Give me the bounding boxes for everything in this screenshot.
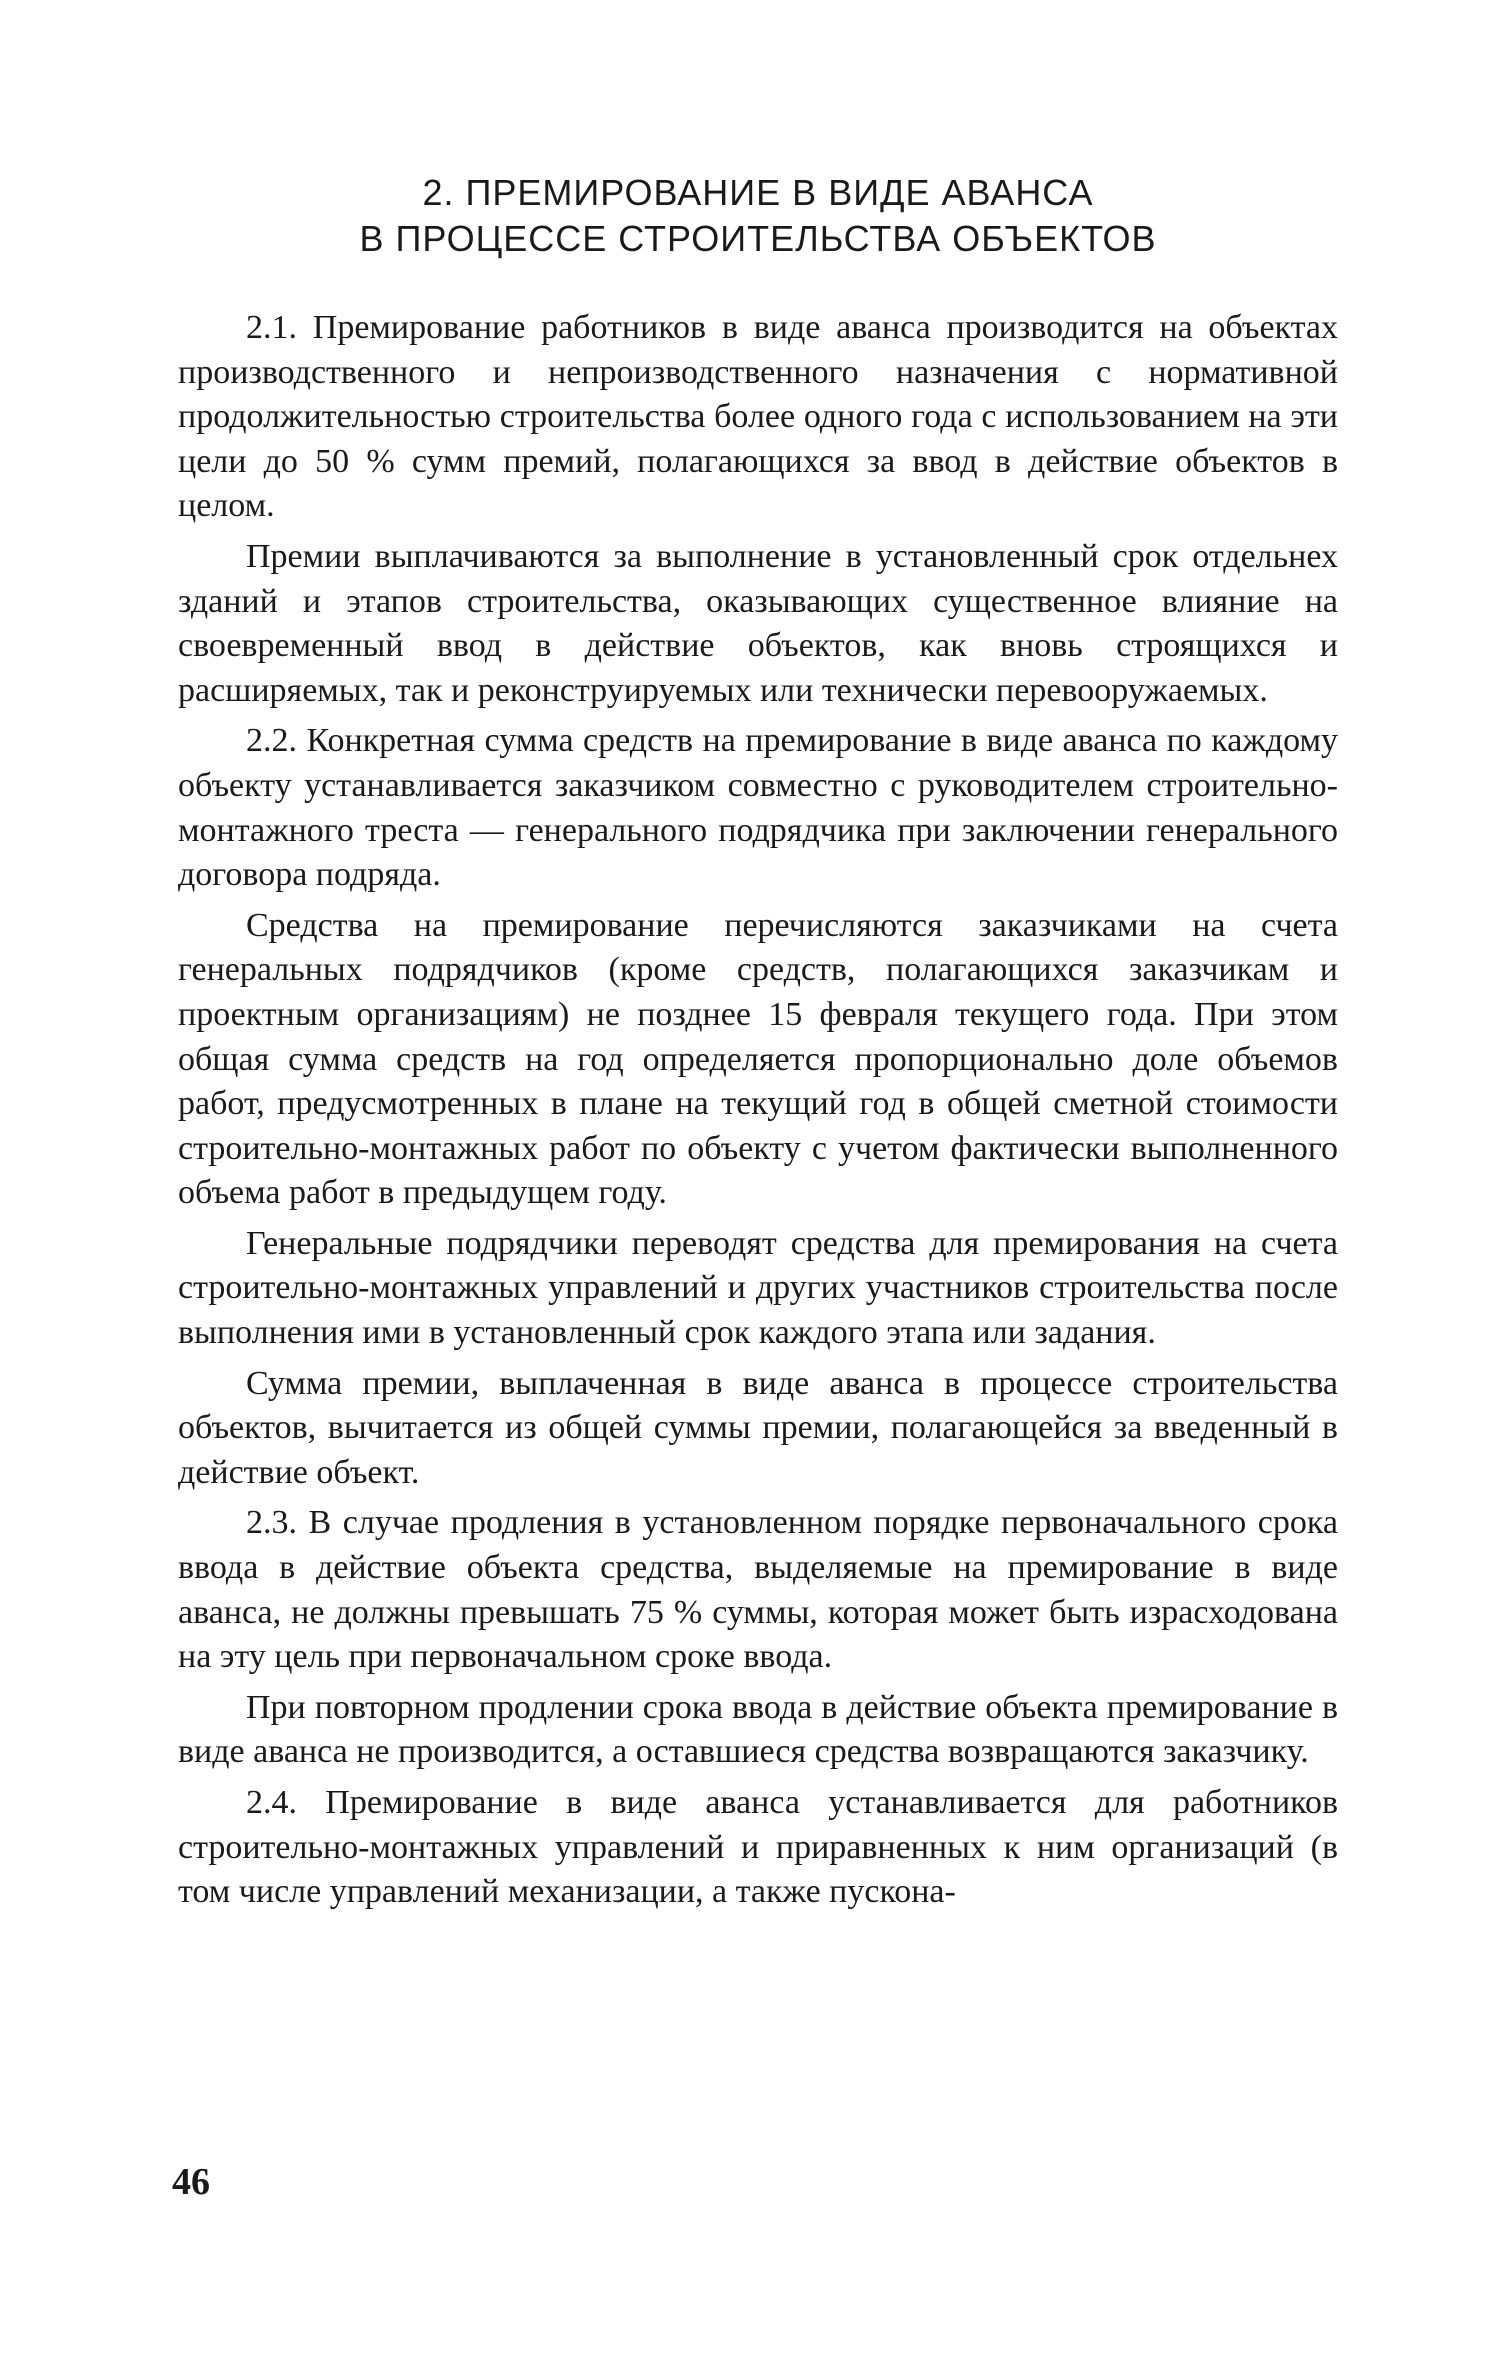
section-heading	[178, 170, 1338, 262]
paragraph-2-1: 2.1. Премирование работников в виде аванса производится на объектах производственного и непроизводственного назначения с нормативной продолжительностью строительства более одного года с использованием на эти цели до 50 % сумм премий, полагающихся за ввод в действие объектов в целом.	[178, 309, 1338, 525]
heading-line-1: 2. ПРЕМИРОВАНИЕ В ВИДЕ АВАНСА	[422, 172, 1094, 213]
document-page	[178, 170, 1338, 1921]
paragraph-2-3: 2.3. В случае продления в установленном порядке первоначального срока ввода в действие объекта средства, выделяемые на премирование в виде аванса, не должны превышать 75 % суммы, которая может быть израсходована на эту цель при первоначальном сроке ввода.	[178, 1504, 1338, 1676]
paragraph-2-2: 2.2. Конкретная сумма средств на премирование в виде аванса по каждому объекту устанавливается заказчиком совместно с руководителем строительно-монтажного треста — генерального подрядчика при заключении генерального договора подряда.	[178, 722, 1338, 894]
paragraph: Сумма премии, выплаченная в виде аванса в процессе строительства объектов, вычитается из общей суммы премии, полагающейся за введенный в действие объект.	[178, 1364, 1338, 1491]
paragraph: Генеральные подрядчики переводят средства для премирования на счета строительно-монтажных управлений и других участников строительства после выполнения ими в установленный срок каждого этапа или задания.	[178, 1224, 1338, 1352]
heading-line-2: В ПРОЦЕССЕ СТРОИТЕЛЬСТВА ОБЪЕКТОВ	[359, 218, 1157, 259]
paragraph: Премии выплачиваются за выполнение в установленный срок отдельнех зданий и этапов строительства, оказывающих существенное влияние на своевременный ввод в действие объектов, как вновь строящихся и расширяемых, так и реконструируемых или технически перевооружаемых.	[178, 537, 1338, 709]
paragraph-2-4: 2.4. Премирование в виде аванса устанавливается для работников строительно-монтажных управлений и приравненных к ним организаций (в том числе управлений механизации, а также пускона-	[178, 1784, 1338, 1911]
paragraph: При повторном продлении срока ввода в действие объекта премирование в виде аванса не производится, а оставшиеся средства возвращаются заказчику.	[178, 1688, 1338, 1771]
paragraph: Средства на премирование перечисляются заказчиками на счета генеральных подрядчиков (кроме средств, полагающихся заказчикам и проектным организациям) не позднее 15 февраля текущего года. При этом общая сумма средств на год определяется пропорционально доле объемов работ, предусмотренных в плане на текущий год в общей сметной стоимости строительно-монтажных работ по объекту с учетом фактически выполненного объема работ в предыдущем году.	[178, 906, 1338, 1212]
page-number: 46	[172, 2161, 210, 2203]
